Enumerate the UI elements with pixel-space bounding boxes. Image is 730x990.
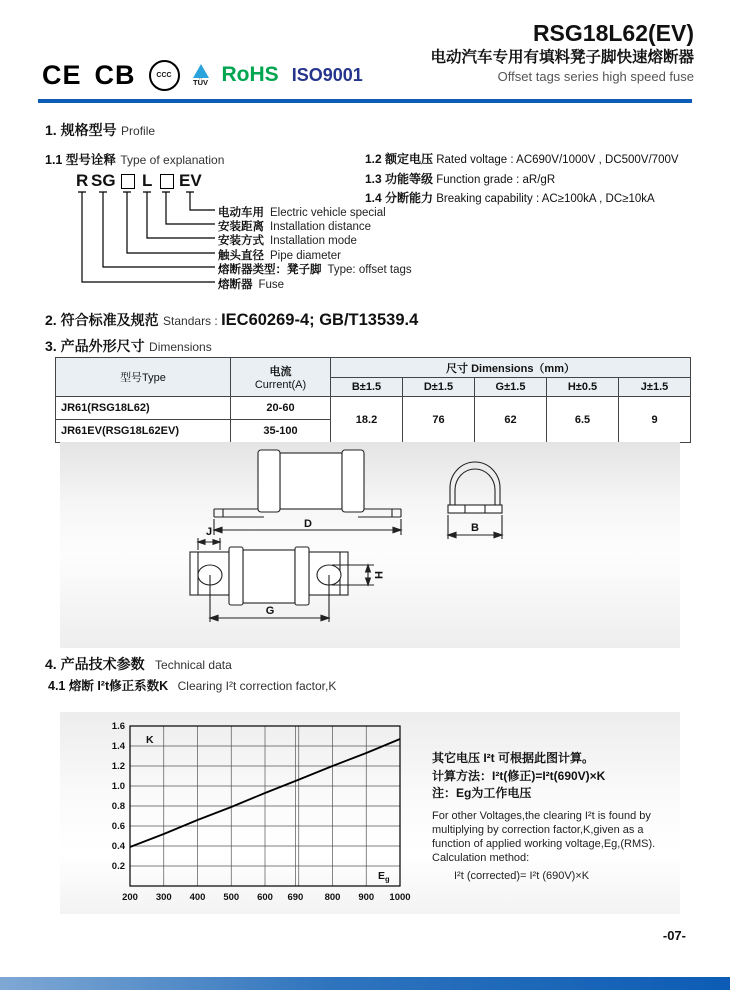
chart-panel (60, 712, 680, 914)
svg-text:1.0: 1.0 (111, 781, 125, 793)
svg-text:0.6: 0.6 (111, 821, 125, 833)
svg-text:0.2: 0.2 (111, 861, 125, 873)
col-header-current: 电流 Current(A) (231, 358, 331, 397)
cell-current-2: 35-100 (231, 420, 331, 443)
tuv-mark-icon (193, 64, 209, 87)
col-header-H: H±0.5 (547, 378, 619, 397)
svg-text:0.4: 0.4 (111, 841, 125, 853)
legend-distance: 安装距离 Installation distance (218, 221, 372, 233)
formula-en: I²t (corrected)= I²t (690V)×K (454, 869, 590, 882)
standards-value: IEC60269-4; GB/T13539.4 (221, 311, 419, 329)
chart-notes (432, 750, 677, 882)
legend-mode: 安装方式 Installation mode (218, 235, 357, 247)
note-cn-2: 计算方法：I²t(修正)=I²t(690V)×K (432, 768, 606, 783)
col-header-dimensions: 尺寸 Dimensions（mm） (331, 358, 691, 378)
dim-label-G: G (265, 605, 275, 617)
svg-text:500: 500 (223, 892, 240, 903)
product-subtitle-en: Offset tags series high speed fuse (497, 68, 694, 84)
code-part-L: L (142, 171, 153, 190)
svg-text:1000: 1000 (389, 892, 411, 903)
note-en: For other Voltages,the clearing I²t is found by multiplying by correction factor,K,given as a function of applied working voltage,Eg,(RMS). Calculation method: (432, 809, 656, 864)
dim-label-B: B (471, 522, 479, 534)
cell-dim-B: 18.2 (331, 397, 403, 443)
svg-text:Eg: $E_g$ (378, 870, 390, 884)
col-header-J: J±1.5 (619, 378, 691, 397)
col-header-B: B±1.5 (331, 378, 403, 397)
cb-mark-icon: CB (94, 59, 136, 90)
page-number: -07- (662, 928, 686, 943)
cell-dim-D: 76 (403, 397, 475, 443)
section1-1-heading: 1.1 型号诠释 Type of explanation (45, 153, 225, 167)
table-row (56, 397, 691, 420)
ccc-mark-icon: CCC (149, 60, 180, 91)
legend-ev: 电动车用 Electric vehicle special (218, 207, 386, 219)
dimension-table (55, 357, 691, 443)
svg-text:1.6: 1.6 (111, 721, 125, 733)
certification-logos (42, 56, 363, 94)
svg-text:400: 400 (189, 892, 206, 903)
drawings-panel (60, 442, 680, 648)
dim-label-H: H (372, 571, 384, 579)
cell-type-2: JR61EV(RSG18L62EV) (56, 420, 231, 443)
note-cn-1: 其它电压 I²t 可根据此图计算。 (432, 751, 594, 765)
tuv-triangle-icon (193, 64, 209, 78)
spec-function-grade: 1.3 功能等级 Function grade : aR/gR (365, 171, 556, 186)
svg-text:900: 900 (358, 892, 375, 903)
header-divider (38, 99, 692, 103)
col-header-D: D±1.5 (403, 378, 475, 397)
cell-current-1: 20-60 (231, 397, 331, 420)
svg-text:1.4: 1.4 (111, 741, 125, 753)
col-header-type: 型号Type (56, 358, 231, 397)
col-header-G: G±1.5 (475, 378, 547, 397)
section2-heading: 2. 符合标准及规范 Standars : IEC60269-4; GB/T13539.4 (45, 311, 419, 329)
svg-text:300: 300 (155, 892, 172, 903)
legend-fuse: 熔断器 Fuse (218, 279, 285, 291)
ce-mark-icon: CE (42, 59, 82, 90)
svg-text:800: 800 (324, 892, 341, 903)
code-part-EV: EV (179, 171, 202, 190)
svg-text:600: 600 (257, 892, 273, 903)
tuv-label: TÜV (193, 77, 209, 87)
svg-text:1.2: 1.2 (111, 761, 125, 773)
section3-heading: 3. 产品外形尺寸 Dimensions (45, 338, 212, 354)
rohs-mark-icon: RoHS (221, 63, 279, 86)
legend-type: 熔断器类型：凳子脚 Type: offset tags (218, 264, 412, 276)
section1-heading: 1. 规格型号 Profile (45, 122, 156, 138)
cell-type-1: JR61(RSG18L62) (56, 397, 231, 420)
correction-factor-chart (94, 718, 414, 918)
code-part-SG: SG (91, 171, 116, 190)
rating-specs (365, 150, 679, 209)
cell-dim-G: 62 (475, 397, 547, 443)
section4-1-heading: 4.1 熔断 I²t修正系数K Clearing I²t correction factor,K (48, 679, 337, 693)
cell-dim-J: 9 (619, 397, 691, 443)
dim-label-J: J (205, 526, 213, 538)
code-part-R: R (76, 171, 89, 190)
cell-dim-H: 6.5 (547, 397, 619, 443)
svg-text:690: 690 (287, 892, 304, 903)
svg-text:K: K (146, 734, 154, 746)
legend-diameter: 触头直径 Pipe diameter (218, 250, 341, 262)
title-block (430, 20, 694, 85)
product-model: RSG18L62(EV) (532, 20, 694, 46)
section4-heading: 4. 产品技术参数 Technical data (45, 656, 232, 672)
footer-divider (0, 977, 730, 990)
iso9001-mark-icon: ISO9001 (291, 64, 363, 85)
dim-label-D: D (304, 518, 312, 530)
spec-rated-voltage: 1.2 额定电压 Rated voltage : AC690V/1000V , DC500V/700V (365, 152, 679, 166)
fuse-technical-drawing (60, 442, 680, 648)
note-cn-3: 注：Eg为工作电压 (432, 786, 532, 800)
spec-breaking-capability: 1.4 分断能力 Breaking capability : AC≥100kA , DC≥10kA (365, 191, 655, 205)
svg-text:0.8: 0.8 (111, 801, 125, 813)
product-subtitle-cn: 电动汽车专用有填料凳子脚快速熔断器 (430, 48, 694, 66)
svg-text:200: 200 (122, 892, 138, 903)
